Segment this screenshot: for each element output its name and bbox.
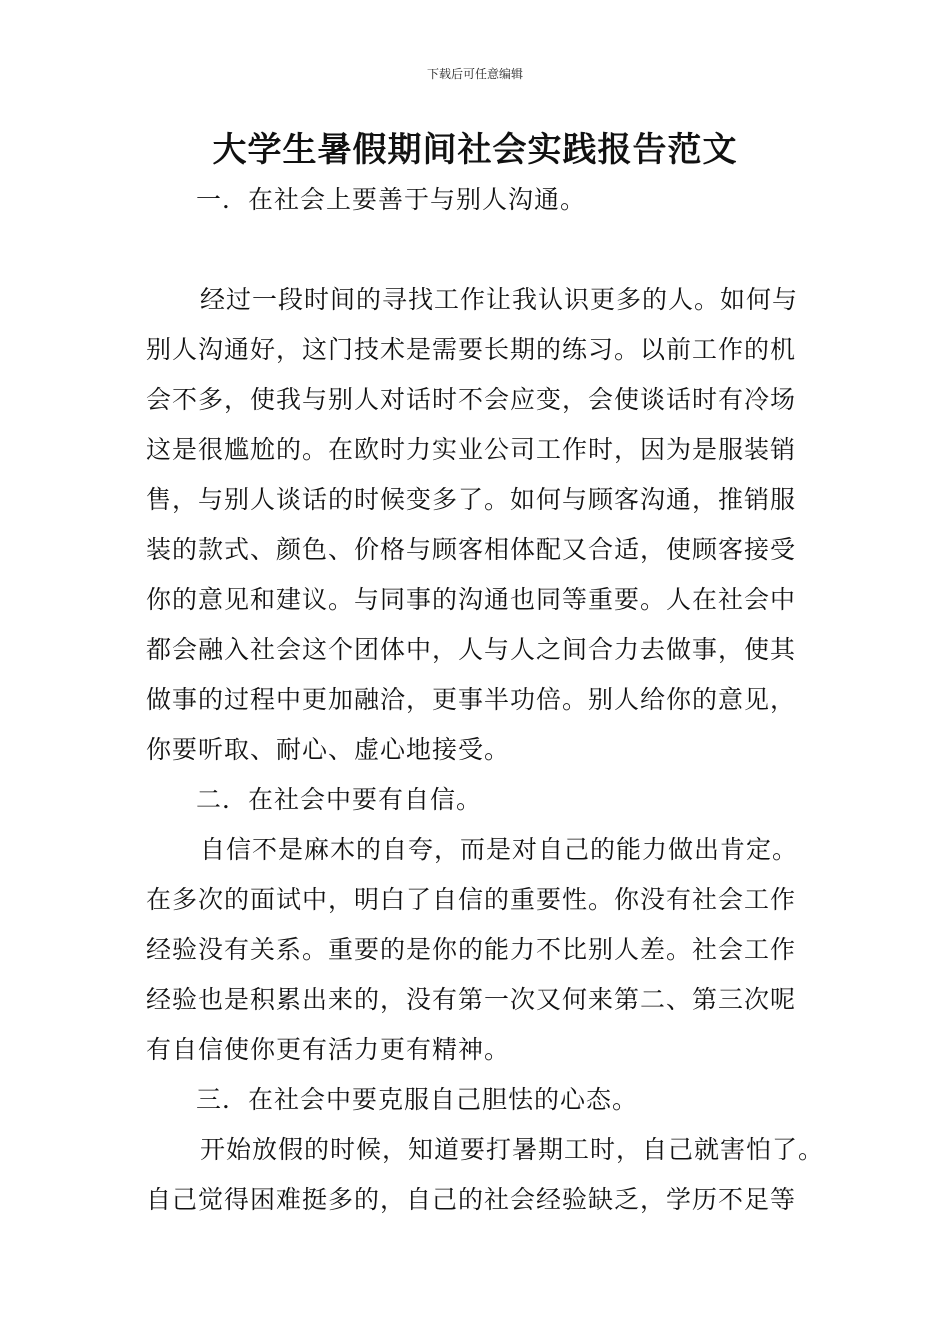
paragraph-line: 装的款式、颜色、价格与顾客相体配又合适，使顾客接受	[146, 535, 797, 564]
paragraph-line: 经验没有关系。重要的是你的能力不比别人差。社会工作	[146, 935, 797, 964]
paragraph-line: 自信不是麻木的自夸，而是对自己的能力做出肯定。	[200, 835, 799, 864]
paragraph-line: 你的意见和建议。与同事的沟通也同等重要。人在社会中	[146, 585, 797, 614]
section-heading-3: 三．在社会中要克服自己胆怯的心态。	[196, 1085, 639, 1114]
paragraph-line: 做事的过程中更加融洽，更事半功倍。别人给你的意见，	[146, 685, 797, 714]
section-heading-2: 二．在社会中要有自信。	[196, 785, 483, 814]
paragraph-line: 有自信使你更有活力更有精神。	[146, 1035, 511, 1064]
section-heading-1: 一．在社会上要善于与别人沟通。	[196, 185, 587, 214]
paragraph-line: 开始放假的时候，知道要打暑期工时，自己就害怕了。	[200, 1135, 825, 1164]
paragraph-line: 你要听取、耐心、虚心地接受。	[146, 735, 511, 764]
paragraph-line: 售，与别人谈话的时候变多了。如何与顾客沟通，推销服	[146, 485, 797, 514]
paragraph-line: 经过一段时间的寻找工作让我认识更多的人。如何与	[200, 285, 799, 314]
paragraph-line: 这是很尴尬的。在欧时力实业公司工作时，因为是服装销	[146, 435, 797, 464]
paragraph-line: 经验也是积累出来的，没有第一次又何来第二、第三次呢	[146, 985, 797, 1014]
paragraph-line: 都会融入社会这个团体中，人与人之间合力去做事，使其	[146, 635, 797, 664]
document-title: 大学生暑假期间社会实践报告范文	[212, 130, 738, 170]
paragraph-line: 在多次的面试中，明白了自信的重要性。你没有社会工作	[146, 885, 797, 914]
paragraph-line: 自己觉得困难挺多的，自己的社会经验缺乏，学历不足等	[146, 1185, 797, 1214]
page-header-note: 下载后可任意编辑	[426, 67, 523, 81]
paragraph-line: 会不多，使我与别人对话时不会应变，会使谈话时有冷场	[146, 385, 797, 414]
paragraph-line: 别人沟通好，这门技术是需要长期的练习。以前工作的机	[146, 335, 797, 364]
